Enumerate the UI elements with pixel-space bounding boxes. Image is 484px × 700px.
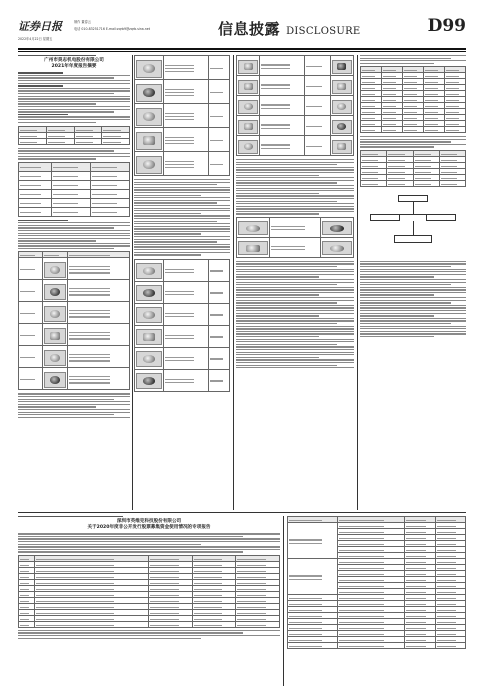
editor-name: 制作 董春云 (74, 20, 91, 24)
middle-text-2 (236, 261, 354, 369)
section-title (218, 18, 361, 39)
annual-report-text-1 (18, 72, 130, 123)
right-column (360, 55, 466, 510)
page-number: D99 (427, 16, 466, 36)
annual-report-text-4 (18, 393, 130, 418)
diagram-node-left (370, 214, 400, 221)
financial-table-2 (360, 150, 466, 187)
right-text-2 (360, 136, 466, 148)
column-divider (283, 516, 284, 686)
middle-text-1 (236, 159, 354, 215)
fund-notice-text-1 (18, 533, 280, 552)
annual-report-column (18, 55, 130, 510)
product-photo-table (134, 55, 230, 176)
header-rule-thin (18, 51, 466, 52)
notice-code-line-2 (18, 516, 123, 517)
middle-photo-table-2 (236, 217, 354, 258)
notice-code-line (18, 55, 130, 56)
product-table (18, 251, 130, 390)
column-divider (357, 55, 358, 510)
header-rule (18, 48, 466, 50)
contact-table (18, 162, 130, 217)
financial-table-1 (360, 66, 466, 133)
annual-report-text-3 (18, 220, 130, 250)
product-text-1 (134, 179, 230, 256)
fund-notice-text-2 (18, 630, 280, 639)
fund-detail-table (287, 516, 466, 649)
section-title-en: DISCLOSURE (286, 26, 361, 37)
diagram-node-company (394, 235, 432, 243)
fund-company-name: 深圳市英维克科技股份有限公司 (116, 519, 182, 525)
fund-detail-section (287, 516, 466, 686)
fund-notice-title: 关于2020年度非公开发行股票募集资金使用情况的专项报告 (87, 525, 211, 531)
company-name: 广州市昊志机电股份有限公司 (44, 58, 104, 64)
column-divider (132, 55, 133, 510)
masthead (18, 12, 466, 48)
editor-info (74, 19, 150, 33)
stock-info-table (18, 126, 130, 145)
section-title-cn: 信息披露 (218, 20, 281, 38)
annual-report-text-2 (18, 148, 130, 160)
column-divider (233, 55, 234, 510)
middle-photo-table (236, 55, 354, 156)
ownership-diagram (360, 191, 466, 261)
right-text-1 (360, 55, 466, 64)
right-text-3 (360, 261, 466, 338)
section-divider (18, 512, 466, 513)
annual-report-heading (18, 58, 130, 70)
fund-usage-table (18, 555, 280, 628)
issue-date: 2022年4月22日 星期五 (18, 37, 53, 41)
fund-usage-notice (18, 516, 280, 686)
diagram-node-top (398, 195, 428, 202)
contact-info: 电话 010-83251716 E-mail:zqrb9@zqrb.sina.net (74, 27, 150, 31)
newspaper-logo: 证券日报 (18, 20, 62, 33)
middle-column (236, 55, 354, 510)
product-column (134, 55, 230, 510)
product-photo-table-2 (134, 259, 230, 392)
report-title: 2021年年度报告摘要 (51, 64, 97, 70)
diagram-node-right (426, 214, 456, 221)
fund-notice-heading (18, 519, 280, 531)
